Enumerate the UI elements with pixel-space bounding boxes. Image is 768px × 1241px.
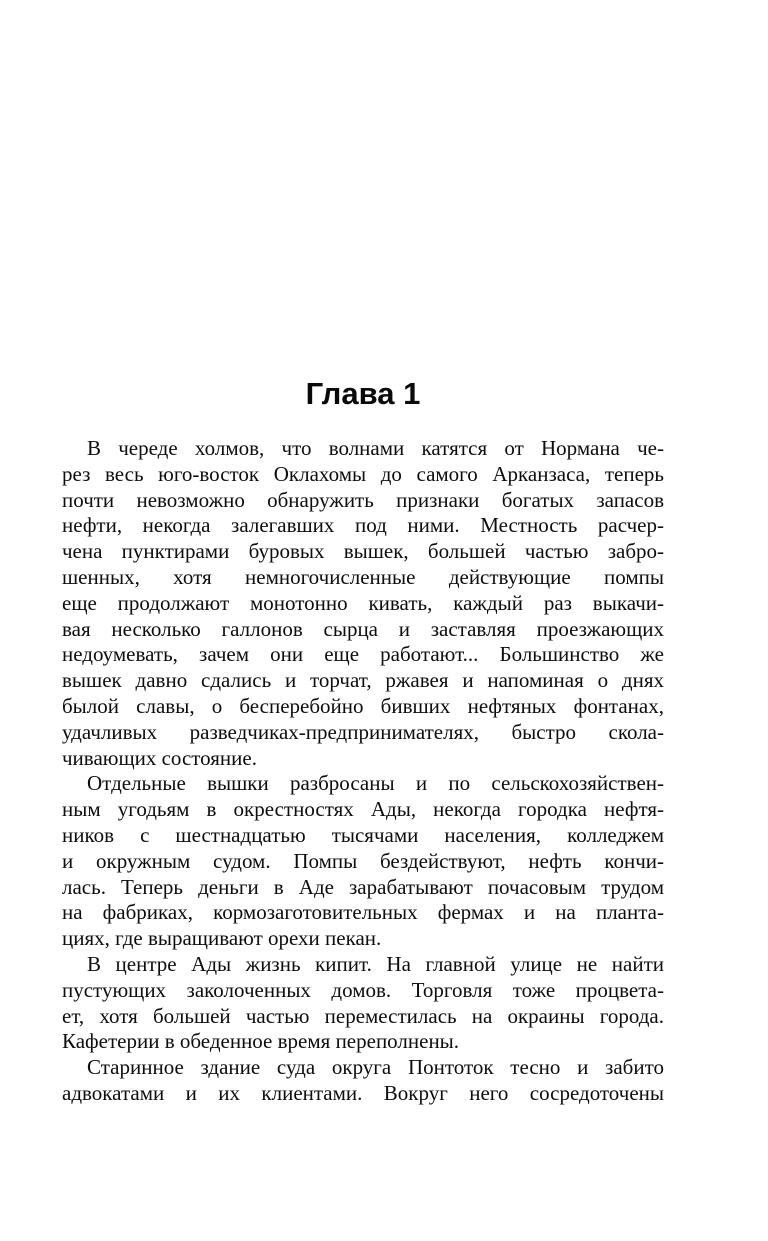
- text-line: вышек давно сдались и торчат, ржавея и напоминая о днях: [62, 668, 664, 693]
- paragraph: [62, 436, 664, 771]
- text-line: былой славы, о бесперебойно бивших нефтяных фонтанах,: [62, 693, 664, 718]
- text-line: на фабриках, кормозаготовительных фермах и на планта-: [62, 900, 664, 925]
- paragraph: [62, 952, 664, 1055]
- text-line: ет, хотя большей частью переместилась на окраины города.: [62, 1003, 664, 1028]
- text-line: Кафетерии в обеденное время переполнены.: [62, 1029, 460, 1054]
- paragraph: [62, 1055, 664, 1107]
- text-line: чивающих состояние.: [62, 745, 257, 770]
- text-line: почти невозможно обнаружить признаки богатых запасов: [62, 487, 664, 512]
- text-line: и окружным судом. Помпы бездействуют, нефть кончи-: [62, 848, 664, 873]
- text-line: вая несколько галлонов сырца и заставляя проезжающих: [62, 616, 664, 641]
- text-line: В центре Ады жизнь кипит. На главной улице не найти: [87, 951, 664, 976]
- text-line: ников с шестнадцатью тысячами населения, колледжем: [62, 822, 664, 847]
- text-line: удачливых разведчиках-предпринимателях, быстро скола-: [62, 719, 664, 744]
- text-line: Отдельные вышки разбросаны и по сельскохозяйствен-: [87, 771, 664, 796]
- text-line: лась. Теперь деньги в Аде зарабатывают почасовым трудом: [62, 874, 664, 899]
- text-line: еще продолжают монотонно кивать, каждый раз выкачи-: [62, 590, 664, 615]
- text-line: циях, где выращивают орехи пекан.: [62, 926, 382, 951]
- text-line: рез весь юго-восток Оклахомы до самого Арканзаса, теперь: [62, 461, 664, 486]
- text-line: пустующих заколоченных домов. Торговля тоже процвета-: [62, 977, 664, 1002]
- text-line: Старинное здание суда округа Понтоток тесно и забито: [87, 1055, 664, 1080]
- text-line: чена пунктирами буровых вышек, большей частью забро-: [62, 539, 664, 564]
- text-line: ным угодьям в окрестностях Ады, некогда городка нефтя-: [62, 797, 664, 822]
- text-line: нефти, некогда залегавших под ними. Местность расчер-: [62, 513, 664, 538]
- chapter-title: Глава 1: [305, 376, 421, 411]
- text-line: недоумевать, зачем они еще работают... Большинство же: [62, 642, 664, 667]
- paragraph: [62, 771, 664, 952]
- text-line: адвокатами и их клиентами. Вокруг него сосредоточены: [62, 1080, 664, 1105]
- text-line: шенных, хотя немногочисленные действующие помпы: [62, 564, 664, 589]
- text-line: В череде холмов, что волнами катятся от Нормана че-: [87, 436, 664, 460]
- body-text: [62, 436, 664, 1107]
